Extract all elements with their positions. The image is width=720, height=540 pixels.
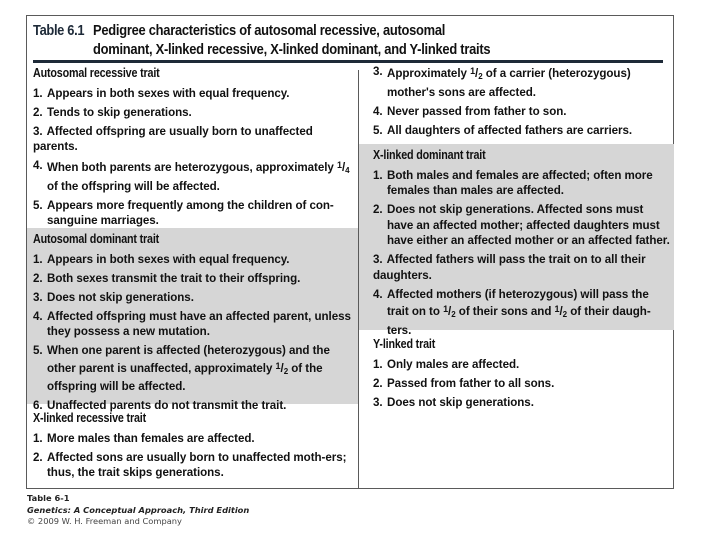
- list-item: [33, 86, 355, 102]
- item-text: Appears in both sexes with equal frequency.: [47, 252, 290, 266]
- item-number: 3.: [33, 124, 43, 138]
- section-x-linked-recessive: [33, 411, 355, 481]
- item-text-body: Affected fathers will pass the trait on to all their daughters.: [373, 253, 646, 282]
- list-item: [33, 431, 355, 447]
- item-text-body: Affected offspring are usually born to unaffected parents.: [33, 124, 313, 153]
- list-item: [373, 357, 671, 373]
- item-text: More males than females are affected.: [47, 431, 255, 445]
- list-item: [373, 202, 671, 249]
- item-text: Tends to skip generations.: [47, 105, 192, 119]
- section-x-linked-recessive-continued: [373, 64, 671, 138]
- list-item: [373, 287, 671, 339]
- figure-credit: [27, 493, 249, 528]
- list-item: [33, 271, 355, 287]
- list-item: [33, 198, 355, 229]
- fraction-denominator: 2: [478, 72, 483, 81]
- fraction-denominator: 4: [345, 166, 350, 175]
- list-item: [373, 252, 671, 283]
- list-item: [33, 290, 355, 306]
- credit-table-label: Table 6-1: [27, 493, 70, 503]
- item-number: 2.: [33, 271, 43, 285]
- table-title-line-1: Pedigree characteristics of autosomal recessive, autosomal: [93, 22, 446, 39]
- item-number: 1.: [33, 252, 43, 266]
- table-heading: [33, 21, 663, 61]
- fraction-numerator: 1: [443, 304, 449, 314]
- item-number: 3.: [373, 65, 383, 78]
- item-number: 3.: [373, 253, 383, 266]
- item-number: 5.: [373, 123, 383, 137]
- fraction-numerator: 1: [554, 304, 560, 314]
- item-text: Affected offspring must have an affected parent, unless they possess a new mutation.: [47, 309, 351, 338]
- item-text: Does not skip generations. Affected sons must have an affected mother; affected daughters must have either an affected mother or an affected father.: [387, 203, 670, 247]
- item-text-part: Approximately: [387, 67, 471, 80]
- fraction-denominator: 2: [283, 366, 289, 376]
- section-title: X-linked recessive trait: [33, 411, 146, 425]
- fraction-numerator: 1: [336, 160, 342, 170]
- item-number: 1.: [373, 357, 383, 371]
- section-title: X-linked dominant trait: [373, 148, 486, 162]
- section-autosomal-recessive: [33, 66, 355, 229]
- item-text-part: When both parents are heterozygous, approximately: [47, 161, 337, 174]
- item-number: 2.: [373, 376, 383, 390]
- item-number: 1.: [373, 168, 383, 182]
- item-text-part: of the offspring will be affected.: [47, 179, 220, 193]
- heading-rule: [33, 60, 663, 63]
- item-text-part: of their sons and: [455, 305, 555, 318]
- section-title: Autosomal recessive trait: [33, 66, 160, 80]
- item-text-part: of the offspring will be affected.: [47, 361, 323, 393]
- item-number: 2.: [373, 203, 383, 216]
- section-x-linked-dominant: [373, 148, 671, 338]
- item-text: When both parents are heterozygous, approximately $^1$/4 of the offspring will be affected.: [47, 160, 350, 193]
- credit-book-title: Genetics: A Conceptual Approach, Third Edition: [27, 504, 250, 515]
- fraction-denominator: 2: [451, 310, 456, 319]
- credit-copyright: © 2009 W. H. Freeman and Company: [27, 516, 182, 526]
- item-text: Affected mothers (if heterozygous) will pass the trait on to $^1$/2 of their sons and $^1$/2 of their daugh-ters.: [387, 287, 651, 337]
- column-divider: [358, 70, 359, 489]
- fraction-numerator: 1: [275, 360, 281, 371]
- item-number: 1.: [33, 431, 43, 445]
- item-text-part: When one parent is affected (heterozygous) and the other parent is unaffected, approximately: [47, 344, 330, 375]
- item-text: Does not skip generations.: [47, 290, 194, 304]
- item-text-part: of a carrier (heterozygous) mother's sons are affected.: [387, 67, 631, 99]
- list-item: [33, 105, 355, 121]
- item-text: [33, 124, 355, 155]
- item-text: [373, 252, 671, 283]
- item-text: Appears in both sexes with equal frequency.: [47, 86, 290, 100]
- list-item: [373, 376, 671, 392]
- item-number: 4.: [33, 309, 43, 323]
- item-text: All daughters of affected fathers are carriers.: [387, 123, 633, 137]
- section-title: Y-linked trait: [373, 337, 436, 351]
- list-item: [33, 124, 355, 155]
- item-text: Unaffected parents do not transmit the trait.: [47, 399, 287, 412]
- item-number: 5.: [33, 198, 43, 212]
- item-text: Affected sons are usually born to unaffected moth-ers; thus, the trait skips generations.: [47, 450, 347, 479]
- item-number: 3.: [373, 395, 383, 409]
- fraction-denominator: 2: [562, 310, 568, 319]
- item-text: Passed from father to all sons.: [387, 376, 555, 390]
- item-text: Approximately $^1$/2 of a carrier (heterozygous) mother's sons are affected.: [387, 66, 631, 99]
- item-number: 1.: [33, 86, 43, 100]
- table-number: Table 6.1: [33, 22, 85, 39]
- item-text: Never passed from father to son.: [387, 104, 567, 118]
- item-number: 2.: [33, 105, 43, 119]
- item-number: 5.: [33, 344, 43, 357]
- list-item: [33, 158, 355, 194]
- item-number: 4.: [373, 104, 383, 118]
- section-y-linked: [373, 337, 671, 410]
- list-item: [373, 168, 671, 199]
- item-text: Both sexes transmit the trait to their offspring.: [47, 271, 301, 285]
- section-title: Autosomal dominant trait: [33, 232, 160, 246]
- fraction-numerator: 1: [470, 66, 476, 76]
- item-text: Both males and females are affected; often more females than males are affected.: [387, 168, 653, 197]
- item-number: 6.: [33, 399, 43, 412]
- item-text: When one parent is affected (heterozygous) and the other parent is unaffected, approximately $^1$/2 of the offspring will be affected.: [47, 344, 330, 393]
- item-text: Only males are affected.: [387, 357, 520, 371]
- item-text-part: of their daugh-ters.: [387, 305, 651, 337]
- list-item: [33, 343, 355, 395]
- table-title-line-2: dominant, X-linked recessive, X-linked dominant, and Y-linked traits: [93, 40, 491, 58]
- list-item: [373, 64, 671, 100]
- list-item: [33, 309, 355, 340]
- item-number: 3.: [33, 290, 43, 304]
- list-item: [373, 395, 671, 411]
- item-number: 2.: [33, 450, 43, 464]
- item-number: 4.: [33, 159, 43, 172]
- item-number: 4.: [373, 287, 383, 301]
- list-item: [373, 123, 671, 139]
- list-item: [373, 104, 671, 120]
- list-item: [33, 450, 355, 481]
- item-text-part: Affected mothers (if heterozygous) will pass the trait on to: [387, 287, 649, 318]
- item-text: Appears more frequently among the children of con-sanguine marriages.: [47, 198, 334, 227]
- item-text: Does not skip generations.: [387, 395, 534, 409]
- table-title: [93, 22, 592, 59]
- list-item: [33, 252, 355, 268]
- section-autosomal-dominant: [33, 232, 355, 414]
